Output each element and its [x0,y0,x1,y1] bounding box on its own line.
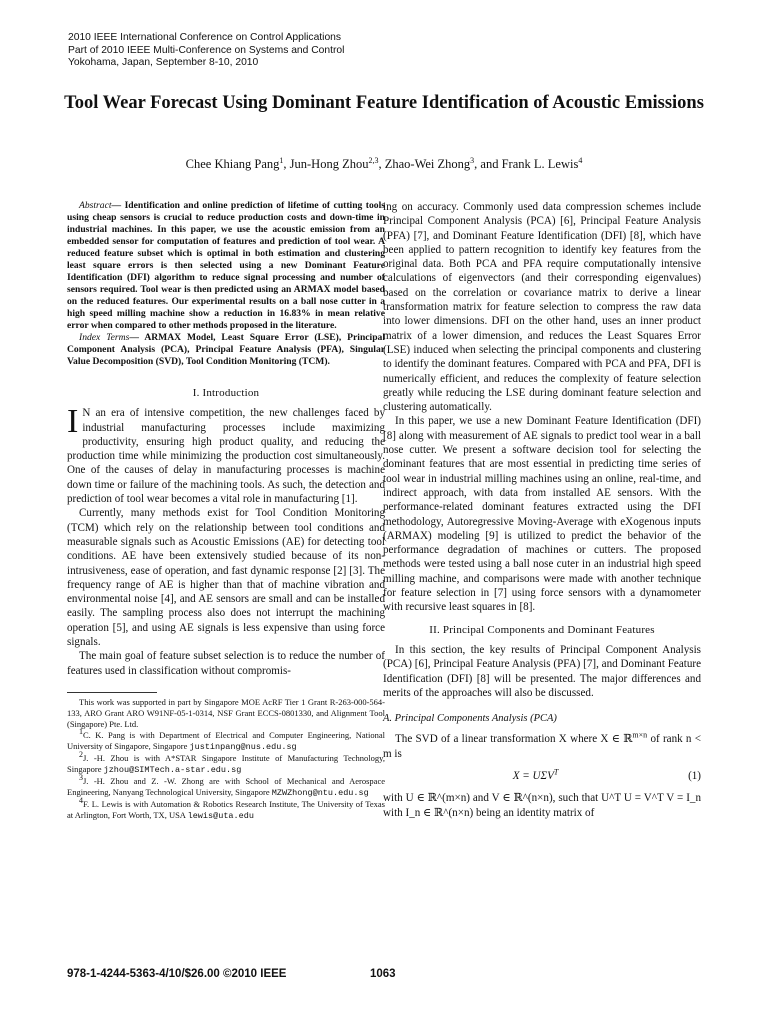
email-link[interactable]: jzhou@SIMTech.a-star.edu.sg [103,764,242,775]
paper-title: Tool Wear Forecast Using Dominant Feature Identification of Acoustic Emissions [64,93,704,113]
funding-footnote: This work was supported in part by Singapore MOE AcRF Tier 1 Grant R-263-000-564-133, ARO Grant ARO W91NF-05-1-0314, NSF Grant ECCS-0801330, and Alignment Tool (Singapore) Pte. Ltd. [67,696,385,729]
body-paragraph: with U ∈ ℝ^(m×n) and V ∈ ℝ^(n×n), such that U^T U = V^T V = I_n with I_n ∈ ℝ^(n×n) being an identity matrix of [383,792,701,819]
right-column [383,200,701,820]
body-paragraph: In this paper, we use a new Dominant Feature Identification (DFI) [8] along with measurement of AE signals to predict tool wear in a ball nose cutter. We present a software decision tool for selecting the dominant features that are most essential in predicting time series of tool wear in industrial milling machines using an online, real-time, and indirect approach, with data from installed AE sensors. With the performance-related dominant features extracted using the DFI methodology, Autoregressive Moving-Average with eXogenous inputs (ARMAX) modeling [9] is utilized to predict the behavior of the performance degradation of machines or cutters. The proposed methods were tested using a ball nose cuter in an industrial high speed milling machine, and comparisons were made with another technique for feature selection in [7] using force sensors with a dynamometer with recursive least squares in [8]. [383,415,701,614]
isbn-copyright: 978-1-4244-5363-4/10/$26.00 ©2010 IEEE [67,968,287,980]
author-affiliation: 3 [470,155,475,165]
author-affiliation: 1 [279,155,284,165]
author-affiliation: 4 [578,155,583,165]
index-terms-text: — ARMAX Model, Least Square Error (LSE), Principal Component Analysis (PCA), Principal Feature Analysis (PFA), Singular Value Decomposition (SVD), Tool Condition Monitoring (TCM). [67,332,386,367]
footnote: $^3$J. -H. Zhou and Z. -W. Zhong are with School of Mechanical and Aerospace Engineering, Nanyang Technological University, Singapore MZWZhong@ntu.edu.sg [67,773,385,798]
email-link[interactable]: justinpang@nus.edu.sg [189,741,297,752]
footnote-divider [67,692,157,693]
abstract-text: — Identification and online prediction of lifetime of cutting tools using cheap sensors is crucial to reduce production costs and down-time in industrial machines. In this paper, we use the acoustic emission from an embedded sensor for computation of features and prediction of tool wear. A reduced feature subset which is optimal in both estimation and clustering least square errors is then selected using a new Dominant Feature Identification (DFI) algorithm to reduce signal processing and number of sensors required. Tool wear is then predicted using an ARMAX model based on the reduced features. Our experimental results on a ball nose cutter in a high speed milling machine show a reduction in 16.83% in mean relative error when compared to other methods proposed in the literature. [67,200,385,331]
conference-header [68,32,488,70]
email-link[interactable]: lewis@uta.edu [187,810,254,821]
abstract-label: Abstract [79,200,112,211]
section-heading-introduction: I. Introduction [192,387,260,399]
page-number: 1063 [370,968,396,980]
conference-line: Part of 2010 IEEE Multi-Conference on Systems and Control [68,44,345,56]
intro-paragraph-text: N an era of intensive competition, the new challenges faced by industrial manufacturing processes include maximizing productivity, ensuring high product quality, and reducing the production time while minimizing the production cost simultaneously. One of the causes of delay in manufacturing processes is machine down time or failure of the machining tools. As such, the detection and prediction of tool wear becomes a vital role in manufacturing [1]. [67,407,385,506]
section-heading-principal-components: II. Principal Components and Dominant Features [429,623,655,636]
body-paragraph: In this section, the key results of Principal Component Analysis (PCA) [6], Principal Feature Analysis (PFA) [7], and Dominant Feature Identification (DFI) [8] will be presented. The major differences and merits of the approaches will also be discussed. [383,643,701,699]
footnotes [67,697,385,822]
author-name: Jun-Hong Zhou [289,157,369,171]
abstract [67,200,385,332]
body-paragraph: ing on accuracy. Commonly used data compression schemes include Principal Component Analysis (PCA) [6], Principal Feature Analysis (PFA) [7], and Dominant Feature Identification (DFI) [8], which have been applied to pattern recognition to identify key features from the original data. Both PCA and PFA require computationally intensive calculations of eigenvectors (and their corresponding eigenvalues) based on the correlation or covariance matrix to derive a linear transformation matrix for feature selection to compress the raw data into lower dimensions. DFI on the other hand, uses an inner product matrix of a lower dimension, and reduces the Least Squares Error (LSE) induced when selecting the principal components and clustering to identify the dominant features. Compared with PCA and PFA, DFI is numerically efficient, and reduces the complexity of feature selection greatly while reducing the LSE during dominant feature selection and clustering automatically. [383,201,701,414]
author-affiliation: 2,3 [368,155,379,165]
author-name: and Frank L. Lewis [480,157,579,171]
drop-cap: I [67,403,79,441]
intro-paragraph [67,403,385,506]
body-paragraph: The SVD of a linear transformation X where X ∈ ℝ$^{m\times n}$ of rank n < m is [383,730,702,760]
author-list: Chee Khiang Pang$^1$, Jun-Hong Zhou$^{2,3}$, Zhao-Wei Zhong$^3$, and Frank L. Lewis$^4$ [185,155,583,171]
conference-line: Yokohama, Japan, September 8-10, 2010 [68,57,259,68]
left-column [67,200,385,822]
footnote: $^1$C. K. Pang is with Department of Electrical and Computer Engineering, National University of Singapore, Singapore justinpang@nus.edu.sg [67,727,385,752]
equation-body: $X = U\Sigma V^T$ [512,767,559,782]
subsection-heading-pca: A. Principal Components Analysis (PCA) [383,713,557,725]
index-terms [67,332,385,368]
conference-line: 2010 IEEE International Conference on Control Applications [68,32,342,43]
email-link[interactable]: MZWZhong@ntu.edu.sg [271,787,369,798]
author-name: Chee Khiang Pang [185,157,280,171]
equation-number: (1) [688,769,701,782]
author-name: Zhao-Wei Zhong [384,157,471,171]
footnote: $^2$J. -H. Zhou is with A*STAR Singapore Institute of Manufacturing Technology, Singapore jzhou@SIMTech.a-star.edu.sg [67,750,385,775]
equation [383,769,701,783]
index-terms-label: Index Terms [79,332,130,343]
footnote: $^4$F. L. Lewis is with Automation & Robotics Research Institute, The University of Texas at Arlington, Fort Worth, TX, USA lewis@uta.edu [67,796,385,821]
intro-paragraph: Currently, many methods exist for Tool Condition Monitoring (TCM) which rely on the relationship between tool conditions and measurable signals such as Acoustic Emissions (AE) for detecting tool conditions. AE have been extensively studied because of its non-intrusiveness, ease of operation, and fast dynamic response [2] [3]. The frequency range of AE is higher than that of machine vibration and environmental noise [4], and AE sensors are small and can be installed easily. The sampling process also does not interrupt the machining operation [5], and using AE signals is less expensive than using force signals. [67,507,385,649]
intro-paragraph: The main goal of feature subset selection is to reduce the number of features used in classification without compromis- [67,650,385,677]
